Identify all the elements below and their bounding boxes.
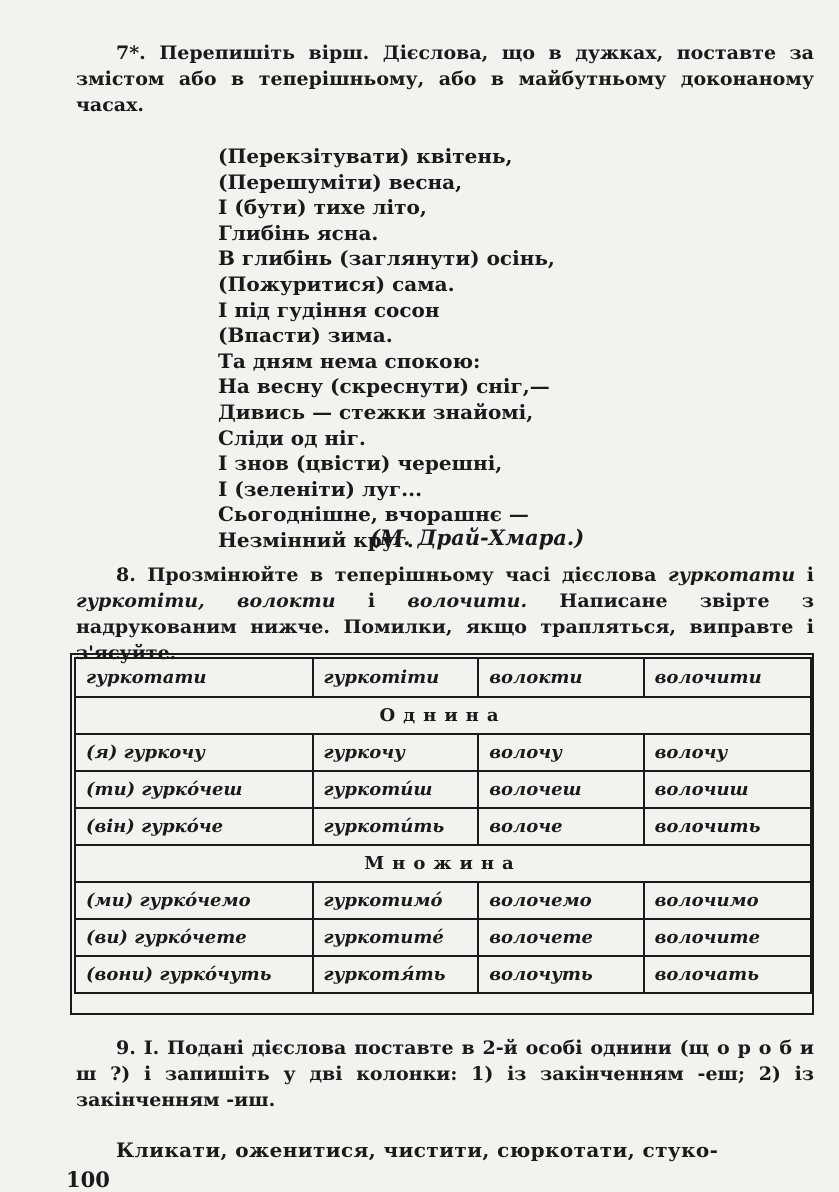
exercise-8-text-before: Прозмінюйте в теперішньому часі дієслова bbox=[147, 564, 668, 586]
poem-line: Сьогоднішне, вчорашнє — bbox=[218, 502, 529, 527]
conjugation-table bbox=[74, 657, 812, 994]
table-cell: гуркотя́ть bbox=[313, 956, 479, 993]
exercise-7 bbox=[76, 40, 814, 118]
table-header-cell: волочити bbox=[644, 658, 811, 697]
poem-author: (М. Драй-Хмара.) bbox=[370, 525, 585, 550]
table-row bbox=[75, 808, 811, 845]
table-section-row bbox=[75, 845, 811, 882]
table-cell: гуркотитé bbox=[313, 919, 479, 956]
table-cell: волочите bbox=[644, 919, 811, 956]
poem-line: В глибінь (заглянути) осінь, bbox=[218, 246, 555, 271]
poem-line: І (бути) тихе літо, bbox=[218, 195, 427, 220]
table-cell: (вони) гуркóчуть bbox=[75, 956, 313, 993]
exercise-9-text: І. Подані дієслова поставте в 2-й особі однини (щ о р о б и ш ?) і запишіть у дві колонки: 1) із закінченням -еш; 2) із закінченням -иш. bbox=[76, 1037, 814, 1111]
table-row bbox=[75, 956, 811, 993]
table-cell: волочать bbox=[644, 956, 811, 993]
table-cell: волочимо bbox=[644, 882, 811, 919]
poem-line: І під гудіння сосон bbox=[218, 297, 440, 322]
poem-line: (Пожуритися) сама. bbox=[218, 271, 455, 296]
table-cell: (я) гуркочу bbox=[75, 734, 313, 771]
poem-line: На весну (скреснути) сніг,— bbox=[218, 374, 550, 399]
poem-line: Сліди од ніг. bbox=[218, 425, 366, 450]
exercise-8-text-mid-1: і bbox=[795, 564, 814, 586]
exercise-8-text-mid-2: і bbox=[335, 590, 408, 612]
poem-line: Дивись — стежки знайомі, bbox=[218, 399, 534, 424]
poem-line: І (зеленіти) луг... bbox=[218, 476, 423, 501]
exercise-8-text-after: Написане звірте з надрукованим нижче. Помилки, якщо трапляться, виправте і з'ясуйте. bbox=[76, 590, 814, 664]
table-cell: гуркотúш bbox=[313, 771, 479, 808]
textbook-page: 7*. Перепишіть вірш. Дієслова, що в дужках, поставте за змістом або в теперішньому, або в майбутньому доконаному часах. (Перекзітувати) квітень, (Перешуміти) весна, І (бути) тихе літо, Глибінь ясна. В глибінь (заглянути) осінь, (Пожуритися) сама. І під гудіння сосон (Впасти) зима. Та дням нема спокою: На весну (скреснути) сніг,— Дивись — стежки знайомі, Сліди од ніг. І знов (цвісти) черешні, І (зеленіти) луг... Сьогоднішне, вчорашнє — Незмінний круг. (М. Драй-Хмара.) 8. Прозмінюйте в теперішньому часі дієслова гуркотати і гуркотіти, волокти і волочити. Написане звірте з надрукованим нижче. Помилки, якщо трапляться, виправте і з'ясуйте. гуркотати гуркотіти волокти волочити Однина (я) гуркочу гуркочу волочу волочу (ти) гуркóчеш гуркотúш волочеш волочиш (він) гуркóче гуркотúть волоче волочить Множина (ми) гуркóчемо гуркотимó волочемо волочимо (ви) гуркóчете гуркотитé волочете волочите (вони) гуркóчуть гуркотя́ть волочуть волочать 9. І. Подані дієслова поставте в 2-й особі однини (щ о р о б и ш ?) і запишіть у дві колонки: 1) із закінченням -еш; 2) із закінченням -иш. Кликати, оженитися, чистити, сюркотати, стуко- 100 bbox=[66, 42, 814, 1192]
exercise-7-text: Перепишіть вірш. Дієслова, що в дужках, поставте за змістом або в теперішньому, або в майбутньому доконаному часах. bbox=[76, 42, 814, 116]
table-cell: (ти) гуркóчеш bbox=[75, 771, 313, 808]
table-header-cell: волокти bbox=[478, 658, 643, 697]
poem-line: Незмінний круг. bbox=[218, 527, 414, 552]
table-cell: волочу bbox=[478, 734, 643, 771]
table-cell: волочу bbox=[644, 734, 811, 771]
table-cell: (ми) гуркóчемо bbox=[75, 882, 313, 919]
table-header-row bbox=[75, 658, 811, 697]
table-cell: волочемо bbox=[478, 882, 643, 919]
table-cell: гуркотúть bbox=[313, 808, 479, 845]
table-section-row bbox=[75, 697, 811, 734]
table-cell: волочуть bbox=[478, 956, 643, 993]
poem-line: (Перекзітувати) квітень, bbox=[218, 144, 513, 168]
singular-label: Однина bbox=[75, 697, 811, 734]
table-cell: (він) гуркóче bbox=[75, 808, 313, 845]
exercise-8-number: 8. bbox=[116, 564, 136, 586]
table-row bbox=[75, 919, 811, 956]
table-header-cell: гуркотіти bbox=[313, 658, 479, 697]
poem-line: (Перешуміти) весна, bbox=[218, 169, 463, 194]
table-header-cell: гуркотати bbox=[75, 658, 313, 697]
poem-line: (Впасти) зима. bbox=[218, 323, 393, 348]
table-cell: гуркотимó bbox=[313, 882, 479, 919]
table-cell: волочеш bbox=[478, 771, 643, 808]
exercise-8-verb-3: волочити. bbox=[407, 590, 528, 612]
table-cell: волочиш bbox=[644, 771, 811, 808]
poem-line: Глибінь ясна. bbox=[218, 220, 379, 245]
exercise-8-verb-1: гуркотати bbox=[668, 564, 796, 586]
exercise-7-number: 7*. bbox=[116, 42, 146, 64]
exercise-9 bbox=[76, 1035, 814, 1113]
table-cell: волоче bbox=[478, 808, 643, 845]
poem-line: Та дням нема спокою: bbox=[218, 348, 481, 373]
exercise-8-verb-2: гуркотіти, волокти bbox=[76, 590, 336, 612]
table-cell: волочете bbox=[478, 919, 643, 956]
table-row bbox=[75, 882, 811, 919]
exercise-9-number: 9. bbox=[116, 1037, 136, 1059]
poem bbox=[218, 144, 555, 554]
exercise-8 bbox=[76, 562, 814, 666]
plural-label: Множина bbox=[75, 845, 811, 882]
verb-list-line: Кликати, оженитися, чистити, сюркотати, стуко- bbox=[116, 1138, 719, 1162]
table-row bbox=[75, 771, 811, 808]
table-cell: волочить bbox=[644, 808, 811, 845]
table-cell: гуркочу bbox=[313, 734, 479, 771]
table-cell: (ви) гуркóчете bbox=[75, 919, 313, 956]
table-row bbox=[75, 734, 811, 771]
poem-line: І знов (цвісти) черешні, bbox=[218, 451, 503, 476]
